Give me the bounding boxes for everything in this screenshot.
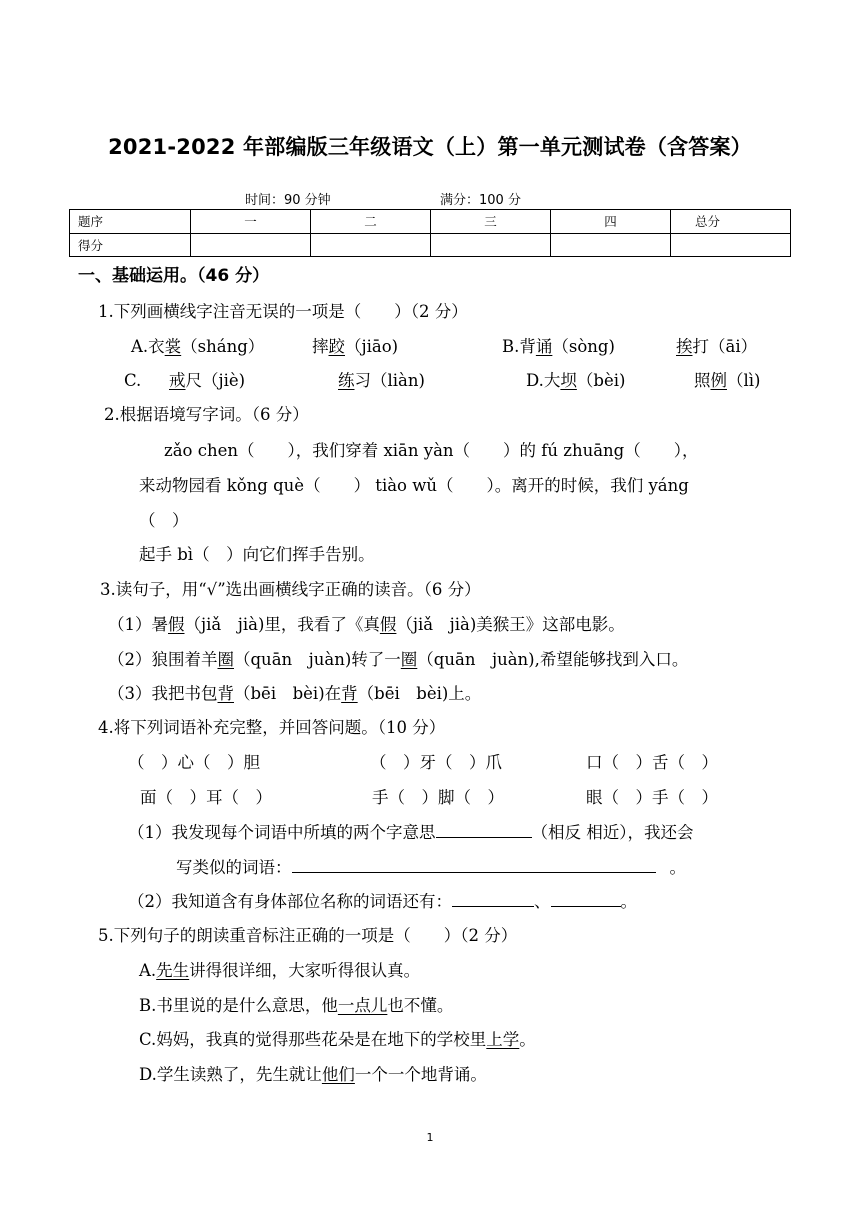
question-4-words-row-1	[0, 752, 860, 774]
score-table-score-row	[70, 233, 791, 257]
score-cell[interactable]	[551, 233, 671, 257]
question-4-part-1-cont: 写类似的词语： 。	[176, 858, 686, 877]
question-4-words-row-2	[0, 787, 860, 809]
score-cell[interactable]	[191, 233, 311, 257]
question-3-stem: 3.读句子，用“√”选出画横线字正确的读音。（6 分）	[100, 580, 481, 599]
question-4-part-1: （1）我发现每个词语中所填的两个字意思 （相反 相近），我还会	[128, 823, 694, 842]
score-table-header-cell: 总分	[671, 210, 791, 234]
question-2-line-4: 起手 bì（ ）向它们挥手告别。	[139, 545, 375, 564]
question-5-option-d: D.学生读熟了，先生就让他们一个一个地背诵。	[139, 1065, 487, 1084]
question-1-stem: 1.下列画横线字注音无误的一项是（ ）（2 分）	[98, 302, 468, 321]
page-number: 1	[426, 1131, 434, 1144]
question-5-option-a: A.先生讲得很详细，大家听得很认真。	[139, 961, 421, 980]
option-a-2: 摔跤（jiāo)	[312, 337, 399, 356]
score-table-header-cell: 题序	[70, 210, 191, 234]
question-1-options-cd	[0, 370, 860, 392]
score-table-header-cell: 三	[431, 210, 551, 234]
question-3-sentence-1: （1）暑假（jiǎ jià)里，我看了《真假（jiǎ jià)美猴王》这部电影。	[108, 615, 625, 634]
score-table-header-cell: 四	[551, 210, 671, 234]
idiom-blank: 手（ ）脚（ ）	[372, 788, 504, 807]
question-5-option-b: B.书里说的是什么意思，他一点儿也不懂。	[139, 996, 454, 1015]
question-2-stem: 2.根据语境写字词。（6 分）	[104, 405, 309, 424]
option-c-label: C.	[124, 371, 142, 390]
question-3-sentence-2: （2）狼围着羊圈（quān juàn)转了一圈（quān juàn),希望能够找到入口。	[108, 650, 689, 669]
answer-blank[interactable]	[436, 821, 532, 838]
score-cell[interactable]	[671, 233, 791, 257]
question-4-part-2: （2）我知道含有身体部位名称的词语还有： 、 。	[128, 892, 637, 911]
full-score: 满分：100 分	[440, 193, 521, 208]
option-c-1: 戒尺（jiè)	[169, 371, 246, 390]
question-2-line-2: 来动物园看 kǒng què（ ） tiào wǔ（ ）。离开的时候，我们 yáng	[139, 476, 689, 495]
score-table-header-cell: 二	[311, 210, 431, 234]
idiom-blank: 眼（ ）手（ ）	[586, 788, 718, 807]
answer-blank[interactable]	[551, 890, 621, 907]
option-b-2: 挨打（āi）	[676, 337, 758, 356]
option-d-1: D.大坝（bèi)	[526, 371, 626, 390]
section-heading: 一、基础运用。（46 分）	[78, 266, 270, 286]
question-5-option-c: C.妈妈，我真的觉得那些花朵是在地下的学校里上学。	[139, 1030, 536, 1049]
option-c-2: 练习（liàn)	[338, 371, 425, 390]
score-cell[interactable]	[431, 233, 551, 257]
score-row-label: 得分	[70, 233, 191, 257]
idiom-blank: （ ）牙（ ）爪	[370, 753, 502, 772]
question-2-line-1: zǎo chen（ ），我们穿着 xiān yàn（ ）的 fú zhuāng（ ），	[164, 441, 699, 460]
question-3-sentence-3: （3）我把书包背（bēi bèi)在背（bēi bèi)上。	[108, 684, 482, 703]
time-limit: 时间：90 分钟	[245, 193, 331, 208]
document-title: 2021-2022 年部编版三年级语文（上）第一单元测试卷（含答案）	[108, 135, 752, 159]
option-d-2: 照例（lì)	[694, 371, 761, 390]
score-table-header-row	[70, 210, 791, 234]
score-table-header-cell: 一	[191, 210, 311, 234]
question-5-stem: 5.下列句子的朗读重音标注正确的一项是（ ）（2 分）	[98, 926, 518, 945]
option-b-1: B.背诵（sòng)	[502, 337, 615, 356]
idiom-blank: 口（ ）舌（ ）	[586, 753, 718, 772]
idiom-blank: （ ）心（ ）胆	[128, 753, 260, 772]
score-cell[interactable]	[311, 233, 431, 257]
answer-blank[interactable]	[452, 890, 534, 907]
idiom-blank: 面（ ）耳（ ）	[140, 788, 272, 807]
question-1-options-ab	[0, 336, 860, 358]
answer-blank[interactable]	[292, 856, 656, 873]
question-4-stem: 4.将下列词语补充完整，并回答问题。（10 分）	[98, 718, 446, 737]
question-2-line-3: （ ）	[139, 511, 189, 530]
score-table	[69, 209, 791, 257]
option-a-1: A.衣裳（sháng）	[131, 337, 265, 356]
